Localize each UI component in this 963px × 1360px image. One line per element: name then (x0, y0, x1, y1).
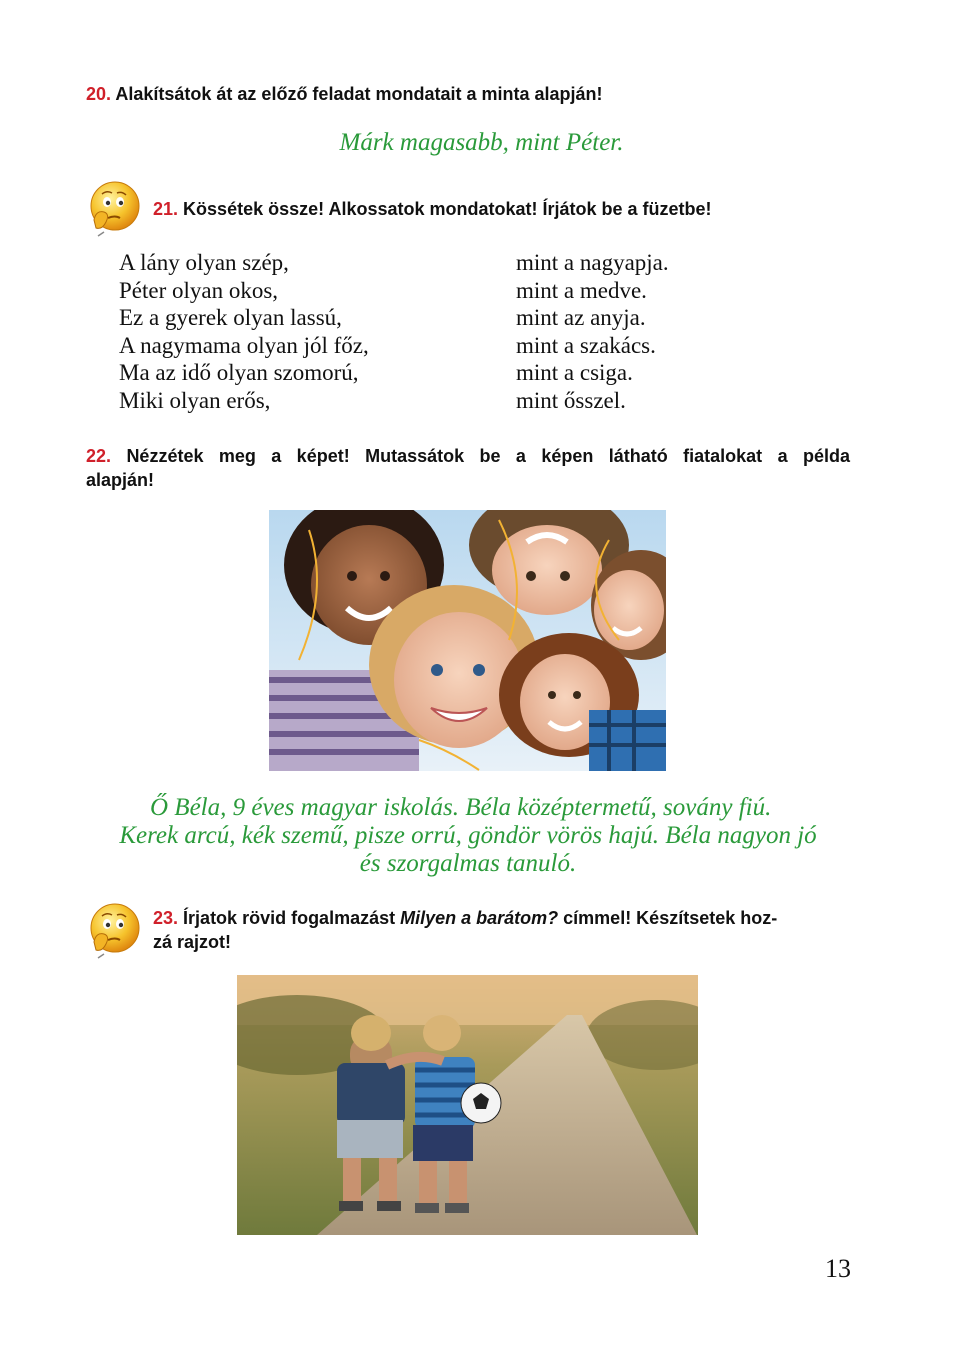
children-faces-photo (269, 510, 666, 771)
task-22-line-1 (86, 444, 850, 468)
task-21-left-column (119, 249, 369, 415)
task-23-line-2: zá rajzot! (153, 932, 232, 952)
list-item: Miki olyan erős, (119, 387, 271, 413)
thinking-emoji-icon (86, 902, 140, 960)
list-item: mint a nagyapja. (516, 250, 669, 275)
task-22-text: Nézzétek meg a képet! Mutassátok be a képen látható fiatalokat a példa (126, 446, 850, 466)
task-22-instruction (86, 444, 850, 492)
task-21-right-column (516, 249, 669, 415)
list-item: A nagymama olyan jól főz, (119, 332, 369, 358)
task-20-example: Márk magasabb, mint Péter. (339, 129, 624, 156)
task-23-text-before: Írjatok rövid fogalmazást (183, 908, 401, 928)
list-item: mint ősszel. (516, 387, 626, 413)
list-item: mint a medve. (516, 277, 647, 303)
task-22-example-line-2: Kerek arcú, kék szemű, pisze orrú, göndör vörös hajú. Béla nagyon jó (119, 822, 817, 849)
task-22-example-line-3: és szorgalmas tanuló. (359, 850, 577, 877)
children-faces-illustration (269, 510, 666, 771)
task-21-text: Kössétek össze! Alkossatok mondatokat! Írjátok be a füzetbe! (183, 199, 712, 219)
list-item: mint a csiga. (516, 360, 633, 386)
task-21-instruction (153, 197, 712, 221)
task-23-text-after: címmel! Készítsetek hoz- (558, 908, 778, 928)
thinking-emoji-icon (86, 180, 140, 238)
two-boys-road-illustration (237, 975, 698, 1235)
task-23-title: Milyen a barátom? (400, 908, 559, 928)
list-item: mint az anyja. (516, 305, 646, 331)
list-item: Ez a gyerek olyan lassú, (119, 305, 342, 331)
task-23-line-1 (153, 906, 853, 930)
task-22-number: 22. (86, 446, 112, 466)
list-item: Péter olyan okos, (119, 277, 279, 303)
page-number: 13 (825, 1254, 851, 1283)
task-23-number: 23. (153, 908, 179, 928)
list-item: mint a szakács. (516, 332, 656, 358)
task-20-number: 20. (86, 84, 112, 104)
task-22-line-2: alapján! (86, 470, 155, 490)
list-item: A lány olyan szép, (119, 250, 289, 275)
task-22-example (86, 794, 850, 878)
task-20-instruction (86, 82, 603, 106)
task-21-number: 21. (153, 199, 179, 219)
task-23-instruction (153, 906, 853, 954)
task-20-text: Alakítsátok át az előző feladat mondatait a minta alapján! (115, 84, 603, 104)
two-boys-road-photo (237, 975, 698, 1235)
task-22-example-line-1: Ő Béla, 9 éves magyar iskolás. Béla középtermetű, sovány fiú. (150, 794, 772, 821)
list-item: Ma az idő olyan szomorú, (119, 360, 359, 386)
